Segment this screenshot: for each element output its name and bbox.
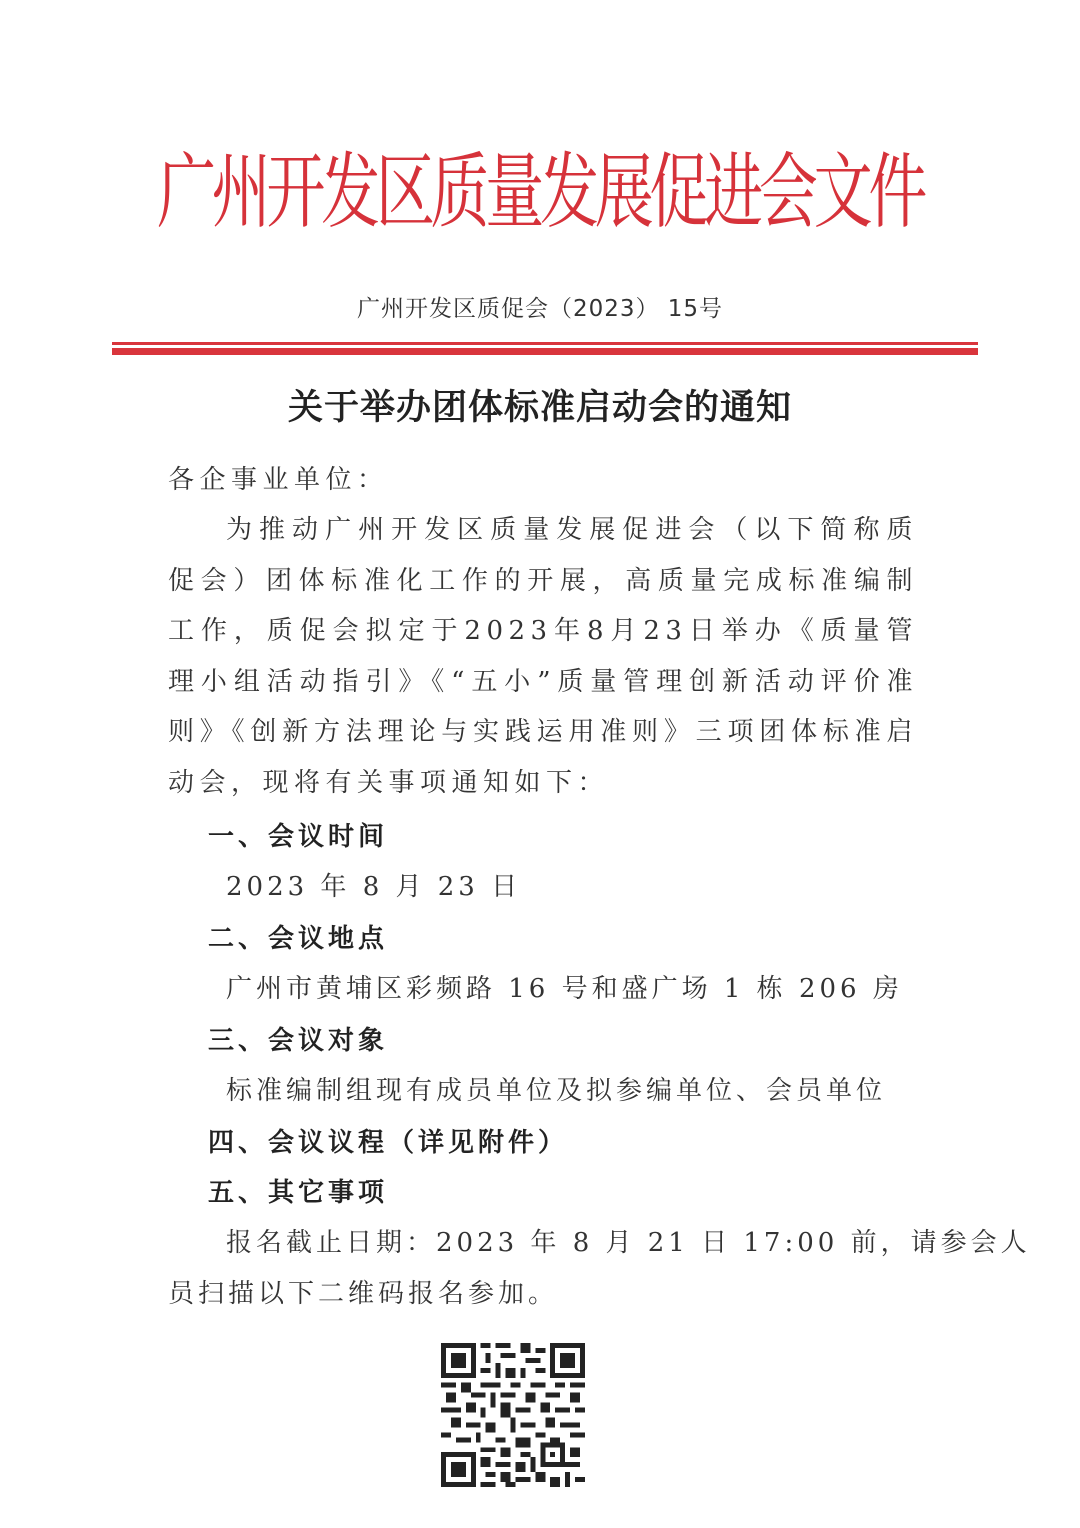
notice-title: 关于举办团体标准启动会的通知 [287,387,792,428]
salutation: 各企事业单位： [168,465,389,495]
section-heading-time: 一、会议时间 [208,822,389,852]
section-heading-location: 二、会议地点 [208,924,389,954]
section-heading-attendees: 三、会议对象 [208,1026,389,1056]
red-header-title: 广州开发区质量发展促进会文件 [156,145,924,240]
section-content-time: 2023 年 8 月 23 日 [226,872,522,902]
registration-deadline-line2: 员扫描以下二维码报名参加。 [168,1279,559,1309]
registration-deadline-line1: 报名截止日期：2023 年 8 月 21 日 17:00 前，请参会人 [226,1228,1031,1258]
document-number: 广州开发区质促会（2023） 15号 [356,296,724,322]
document-header [0,138,1080,248]
section-content-attendees: 标准编制组现有成员单位及拟参编单位、会员单位 [226,1076,887,1106]
red-divider-thick [112,348,978,355]
section-content-location: 广州市黄埔区彩频路 16 号和盛广场 1 栋 206 房 [226,974,903,1004]
red-divider-thin [112,342,978,345]
section-heading-other: 五、其它事项 [208,1178,389,1208]
intro-paragraph: 为推动广州开发区质量发展促进会（以下简称质促会）团体标准化工作的开展，高质量完成标准编制工作，质促会拟定于2023年8月23日举办《质量管理小组活动指引》《“五小”质量管理创新活动评价准则》《创新方法理论与实践运用准则》三项团体标准启动会，现将有关事项通知如下： [168,515,918,798]
qr-code-icon[interactable] [441,1343,585,1487]
section-heading-agenda: 四、会议议程（详见附件） [208,1128,569,1158]
